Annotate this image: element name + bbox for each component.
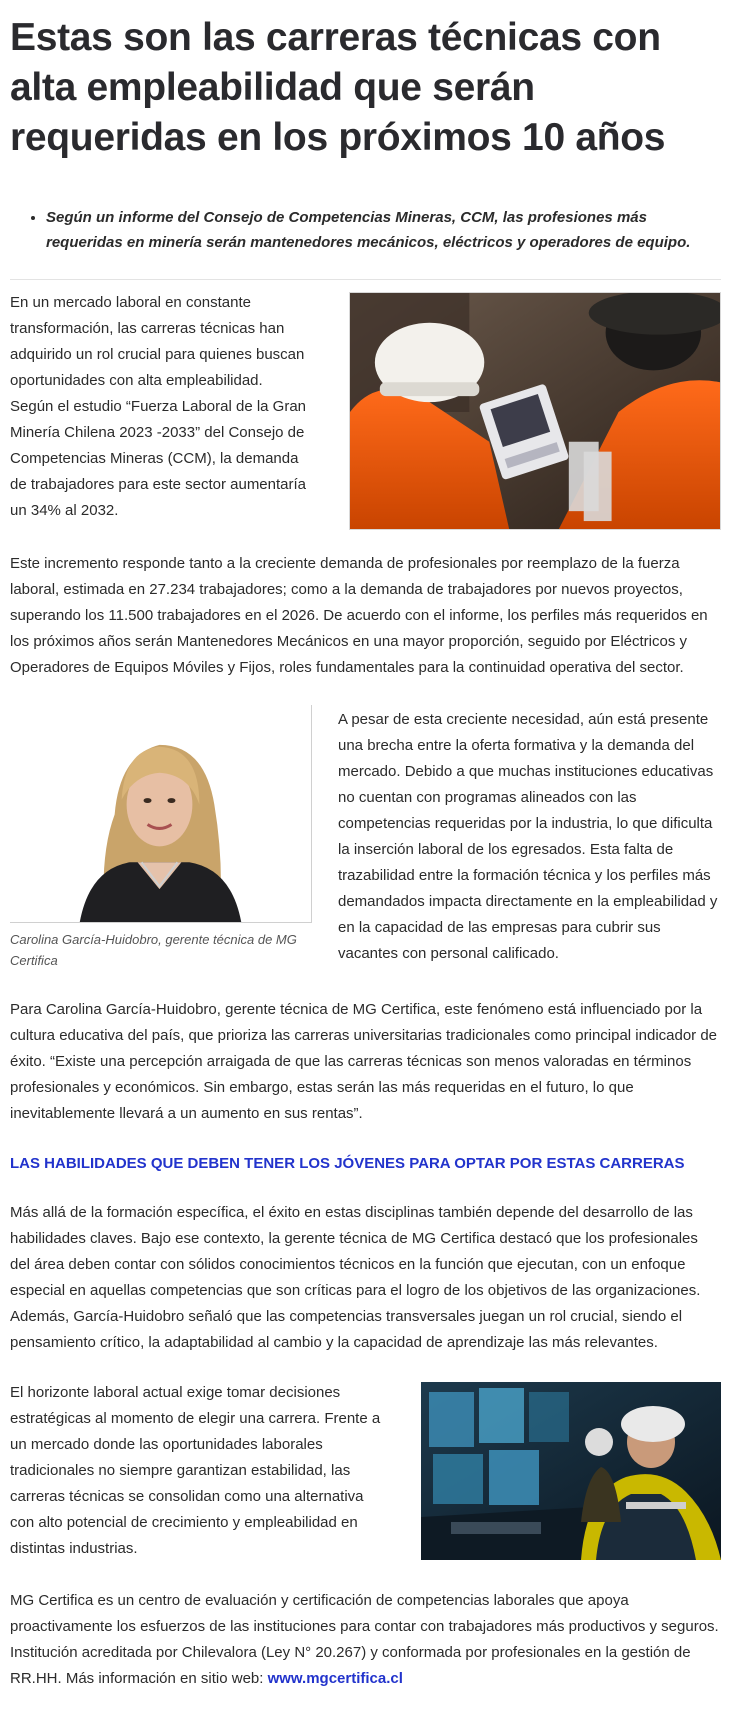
culture-section: [10, 997, 721, 1127]
horizon-section: [10, 1380, 721, 1562]
workers-photo: [349, 292, 721, 530]
paragraph-demand: Este incremento responde tanto a la creciente demanda de profesionales por reemplazo de la fuerza laboral, estimada en 27.234 trabajadores; como a la demanda de trabajadores por nuevos proyectos, superando los 11.500 trabajadores en el 2026. De acuerdo con el informe, los perfiles más requeridos en los próximos años serán Mantenedores Mecánicos en una mayor proporción, seguido por Eléctricos y Operadores de Equipos Móviles y Fijos, roles fundamentales para la continuidad operativa del sector.: [10, 555, 708, 676]
about-section: [10, 1588, 721, 1692]
website-link[interactable]: www.mgcertifica.cl: [267, 1670, 403, 1687]
paragraph-skills: Más allá de la formación específica, el éxito en estas disciplinas también depende del desarrollo de las habilidades claves. Bajo ese contexto, la gerente técnica de MG Certifica destacó que los profesionales del área deben contar con sólidos conocimientos técnicos en la función que ejecutan, con un enfoque especial en aquellas competencias que son críticas para el logro de los objetivos de las organizaciones. Además, García-Huidobro señaló que las competencias transversales juegan un rol crucial, siendo el pensamiento crítico, la adaptabilidad al cambio y la capacidad de aprendizaje las más relevantes.: [10, 1204, 701, 1351]
demand-section: [10, 551, 721, 681]
control-room-photo: [421, 1382, 721, 1560]
skills-section: [10, 1200, 721, 1356]
portrait-caption: Carolina García-Huidobro, gerente técnica de MG Certifica: [10, 932, 297, 968]
gap-section: [10, 705, 721, 971]
article: [0, 13, 731, 1692]
intro-section: [10, 290, 721, 530]
article-title: Estas son las carreras técnicas con alta empleabilidad que serán requeridas en los próximos 10 años: [10, 16, 666, 159]
paragraph-about: [10, 1588, 721, 1692]
section-heading: LAS HABILIDADES QUE DEBEN TENER LOS JÓVENES PARA OPTAR POR ESTAS CARRERAS: [10, 1155, 685, 1172]
paragraph-culture: Para Carolina García-Huidobro, gerente técnica de MG Certifica, este fenómeno está influenciado por la cultura educativa del país, que prioriza las carreras universitarias tradicionales como principal indicador de éxito. “Existe una percepción arraigada de que las carreras técnicas son menos valoradas en términos profesionales y económicos. Sin embargo, estas serán las más requeridas en el futuro, lo que inevitablemente llevará a un aumento en sus rentas”.: [10, 1001, 718, 1122]
paragraph-horizon: El horizonte laboral actual exige tomar decisiones estratégicas al momento de elegir una carrera. Frente a un mercado donde las oportunidades laborales tradicionales no siempre garantizan estabilidad, las carreras técnicas se consolidan como una alternativa con alto potencial de crecimiento y empleabilidad en distintas industrias.: [10, 1384, 381, 1557]
about-text: MG Certifica es un centro de evaluación y certificación de competencias laborales que apoya proactivamente los esfuerzos de las instituciones para contar con trabajadores más productivos y seguros. Institución acreditada por Chilevalora (Ley N° 20.267) y conformada por profesionales en la gestión de RR.HH. Más información en sitio web:: [10, 1592, 719, 1687]
paragraph-gap: A pesar de esta creciente necesidad, aún está presente una brecha entre la oferta formativa y la demanda del mercado. Debido a que muchas instituciones educativas no cuentan con programas alineados con las competencias requeridas por la industria, lo que dificulta la inserción laboral de los egresados. Esta falta de trazabilidad entre la formación técnica y los perfiles más demandados impacta directamente en la empleabilidad y en la capacidad de las empresas para cubrir sus vacantes con personal calificado.: [338, 711, 718, 962]
summary-item: • Según un informe del Consejo de Competencias Mineras, CCM, las profesiones más requeridas en minería serán mantenedores mecánicos, eléctricos y operadores de equipo.: [46, 205, 721, 255]
summary-list: [10, 205, 721, 255]
portrait-figure: [10, 705, 312, 971]
divider: [10, 279, 721, 280]
paragraph-intro: En un mercado laboral en constante transformación, las carreras técnicas han adquirido un rol crucial para quienes buscan oportunidades con alta empleabilidad. Según el estudio “Fuerza Laboral de la Gran Minería Chilena 2023 -2033” del Consejo de Competencias Mineras (CCM), la demanda de trabajadores para este sector aumentaría un 34% al 2032.: [10, 294, 307, 519]
portrait-photo: [10, 705, 312, 923]
